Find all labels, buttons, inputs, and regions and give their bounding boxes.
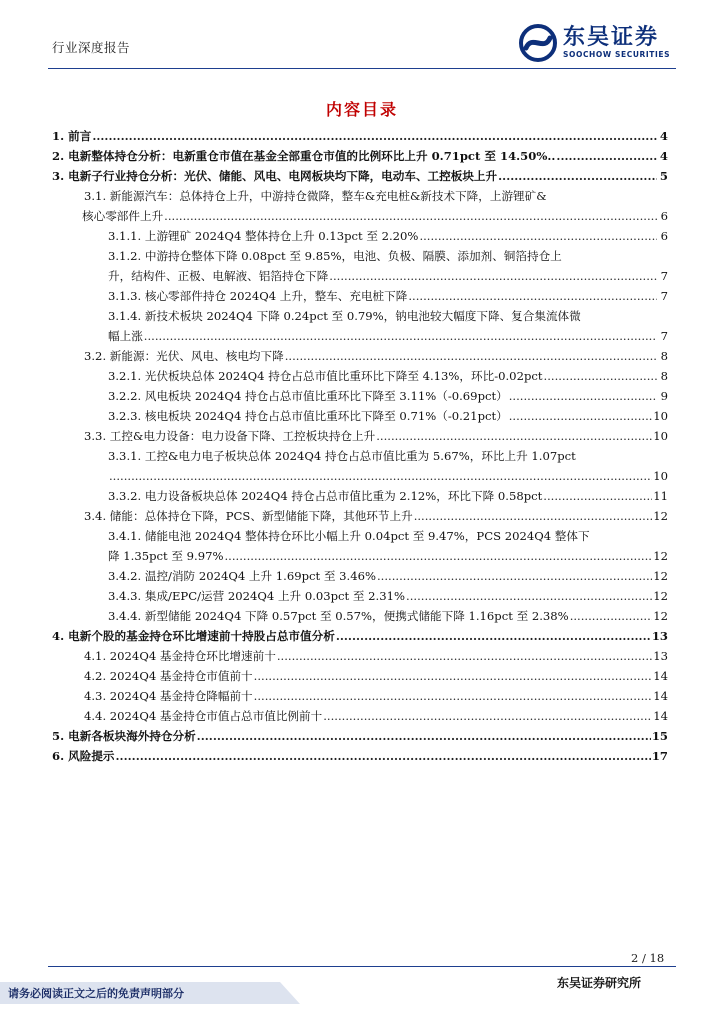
footer-divider	[48, 966, 676, 967]
toc-entry-label: 3.2.2. 风电板块 2024Q4 持仓占总市值比重环比下降至 3.11%（-0.69pct）	[108, 389, 508, 403]
toc-leader-dots	[164, 206, 657, 226]
toc-page-number: 8	[660, 349, 668, 363]
toc-leader-dots	[556, 146, 657, 166]
toc-entry-label: 4.1. 2024Q4 基金持仓环比增速前十	[84, 649, 276, 663]
toc-entry[interactable]	[52, 346, 668, 366]
toc-leader-dots	[406, 586, 652, 606]
toc-page-number: 12	[653, 509, 668, 523]
toc-page-number: 14	[653, 709, 668, 723]
toc-entry-label: 3. 电新子行业持仓分析：光伏、储能、风电、电网板块均下降，电动车、工控板块上升	[52, 169, 498, 183]
toc-entry-label: 4.3. 2024Q4 基金持仓降幅前十	[84, 689, 253, 703]
toc-entry[interactable]	[52, 586, 668, 606]
brand-logo	[519, 24, 670, 62]
toc-page-number: 9	[660, 389, 668, 403]
toc-page-number: 4	[659, 149, 668, 163]
toc-entry[interactable]	[52, 406, 668, 426]
toc-entry-label: 幅上涨	[108, 329, 143, 343]
toc-entry-label: 3.2. 新能源：光伏、风电、核电均下降	[84, 349, 284, 363]
toc-leader-dots	[277, 646, 652, 666]
toc-entry-label: 3.1.3. 核心零部件持仓 2024Q4 上升，整车、充电桩下降	[108, 289, 408, 303]
toc-page-number: 5	[659, 169, 668, 183]
toc-leader-dots	[376, 426, 652, 446]
toc-leader-dots	[543, 486, 652, 506]
toc-page-number: 11	[653, 489, 668, 503]
header-divider	[48, 68, 676, 69]
toc-page-number: 10	[653, 409, 668, 423]
toc-leader-dots	[197, 726, 651, 746]
disclaimer-note: 请务必阅读正文之后的免责声明部分	[8, 987, 184, 1000]
toc-leader-dots	[109, 466, 652, 486]
toc-entry-line1[interactable]: 3.1. 新能源汽车：总体持仓上升，中游持仓微降，整车&充电桩&新技术下降，上游锂矿&	[84, 189, 547, 203]
toc-entry[interactable]	[52, 386, 668, 406]
toc-page-number: 13	[651, 629, 668, 643]
logo-chinese-name: 东吴证券	[563, 25, 660, 50]
toc-leader-dots	[498, 166, 657, 186]
toc-entry[interactable]	[52, 486, 668, 506]
toc-leader-dots	[144, 326, 657, 346]
toc-entry[interactable]	[52, 326, 668, 346]
toc-entry[interactable]	[52, 566, 668, 586]
toc-entry[interactable]	[52, 146, 668, 166]
toc-page-number: 13	[653, 649, 668, 663]
toc-entry-label: 4. 电新个股的基金持仓环比增速前十持股占总市值分析	[52, 629, 335, 643]
toc-entry-label: 3.4.2. 温控/消防 2024Q4 上升 1.69pct 至 3.46%	[108, 569, 376, 583]
report-category: 行业深度报告	[52, 40, 131, 55]
toc-leader-dots	[336, 626, 651, 646]
toc-entry-label: 3.4.3. 集成/EPC/运营 2024Q4 上升 0.03pct 至 2.31%	[108, 589, 406, 603]
toc-entry-label: 3.3. 工控&电力设备：电力设备下降、工控板块持仓上升	[84, 429, 376, 443]
toc-page-number: 8	[660, 369, 668, 383]
toc-leader-dots	[509, 386, 657, 406]
toc-page-number: 12	[653, 589, 668, 603]
toc-entry-label: 3.3.2. 电力设备板块总体 2024Q4 持仓占总市值比重为 2.12%，环比下降 0.58pct	[108, 489, 543, 503]
toc-leader-dots	[570, 606, 653, 626]
toc-leader-dots	[419, 226, 657, 246]
toc-page-number: 7	[660, 329, 668, 343]
toc-page-number: 4	[659, 129, 668, 143]
toc-entry[interactable]	[52, 686, 668, 706]
toc-entry-label: 2. 电新整体持仓分析：电新重仓市值在基金全部重仓市值的比例环比上升 0.71pct 至 14.50%..	[52, 149, 556, 163]
toc-leader-dots	[116, 746, 651, 766]
toc-entry[interactable]	[52, 746, 668, 766]
toc-leader-dots	[323, 706, 652, 726]
toc-entry[interactable]	[52, 166, 668, 186]
institute-name: 东吴证券研究所	[557, 976, 642, 990]
toc-page-number: 12	[653, 549, 668, 563]
toc-leader-dots	[92, 126, 657, 146]
toc-entry-label: 3.4. 储能：总体持仓下降，PCS、新型储能下降，其他环节上升	[84, 509, 413, 523]
toc-entry[interactable]	[52, 726, 668, 746]
toc-entry[interactable]	[52, 466, 668, 486]
toc-entry[interactable]	[52, 366, 668, 386]
toc-leader-dots	[544, 366, 657, 386]
toc-entry[interactable]	[52, 606, 668, 626]
toc-entry[interactable]	[52, 286, 668, 306]
toc-page-number: 14	[653, 669, 668, 683]
toc-entry[interactable]	[52, 226, 668, 246]
page-number: 2 / 18	[631, 951, 665, 965]
toc-page-number: 12	[653, 569, 668, 583]
toc-page-number: 17	[651, 749, 668, 763]
toc-leader-dots	[254, 686, 653, 706]
toc-entry-label: 4.2. 2024Q4 基金持仓市值前十	[84, 669, 253, 683]
toc-entry-label: 3.2.3. 核电板块 2024Q4 持仓占总市值比重环比下降至 0.71%（-0.21pct）	[108, 409, 508, 423]
toc-entry-line1[interactable]: 3.4.1. 储能电池 2024Q4 整体持仓环比小幅上升 0.04pct 至 9.47%，PCS 2024Q4 整体下	[108, 529, 590, 543]
toc-entry-label: 4.4. 2024Q4 基金持仓市值占总市值比例前十	[84, 709, 323, 723]
toc-entry-line1[interactable]: 3.1.2. 中游持仓整体下降 0.08pct 至 9.85%，电池、负极、隔膜、添加剂、铜箔持仓上	[108, 249, 562, 263]
toc-page-number: 6	[660, 209, 668, 223]
toc-entry[interactable]	[52, 666, 668, 686]
toc-entry-line1[interactable]: 3.1.4. 新技术板块 2024Q4 下降 0.24pct 至 0.79%，钠电池较大幅度下降、复合集流体微	[108, 309, 581, 323]
toc-entry[interactable]	[52, 506, 668, 526]
toc-entry-label: 核心零部件上升	[82, 209, 164, 223]
toc-entry[interactable]	[52, 546, 668, 566]
toc-entry-line1[interactable]: 3.3.1. 工控&电力电子板块总体 2024Q4 持仓占总市值比重为 5.67%，环比上升 1.07pct	[108, 449, 576, 463]
logo-english-name: SOOCHOW SECURITIES	[563, 50, 671, 59]
toc-leader-dots	[285, 346, 657, 366]
toc-page-number: 7	[660, 269, 668, 283]
toc-entry[interactable]	[52, 626, 668, 646]
toc-entry[interactable]	[52, 706, 668, 726]
toc-page-number: 14	[653, 689, 668, 703]
toc-entry-label: 降 1.35pct 至 9.97%	[108, 549, 224, 563]
toc-leader-dots	[414, 506, 653, 526]
toc-entry-label: 升，结构件、正极、电解液、铝箔持仓下降	[108, 269, 329, 283]
toc-page-number: 12	[653, 609, 668, 623]
toc-leader-dots	[329, 266, 657, 286]
toc-leader-dots	[509, 406, 653, 426]
toc-entry-label: 3.4.4. 新型储能 2024Q4 下降 0.57pct 至 0.57%，便携式储能下降 1.16pct 至 2.38%	[108, 609, 569, 623]
soochow-logo-icon	[519, 24, 557, 62]
toc-entry[interactable]	[52, 126, 668, 146]
toc-page-number: 10	[653, 429, 668, 443]
toc-leader-dots	[254, 666, 653, 686]
toc-leader-dots	[224, 546, 652, 566]
toc-entry-label: 5. 电新各板块海外持仓分析	[52, 729, 196, 743]
toc-page-number: 10	[653, 469, 668, 483]
toc-title: 内容目录	[325, 100, 398, 119]
toc-entry-label: 3.1.1. 上游锂矿 2024Q4 整体持仓上升 0.13pct 至 2.20%	[108, 229, 419, 243]
toc-page-number: 6	[660, 229, 668, 243]
toc-entry[interactable]	[52, 266, 668, 286]
toc-leader-dots	[408, 286, 657, 306]
toc-entry-label: 3.2.1. 光伏板块总体 2024Q4 持仓占总市值比重环比下降至 4.13%，环比-0.02pct	[108, 369, 543, 383]
toc-leader-dots	[377, 566, 652, 586]
toc-entry-label: 6. 风险提示	[52, 749, 115, 763]
toc-entry-label: 1. 前言	[52, 129, 92, 143]
table-of-contents	[52, 126, 668, 766]
toc-page-number: 15	[651, 729, 668, 743]
toc-entry[interactable]	[52, 206, 668, 226]
toc-entry[interactable]	[52, 646, 668, 666]
toc-page-number: 7	[660, 289, 668, 303]
toc-entry[interactable]	[52, 426, 668, 446]
